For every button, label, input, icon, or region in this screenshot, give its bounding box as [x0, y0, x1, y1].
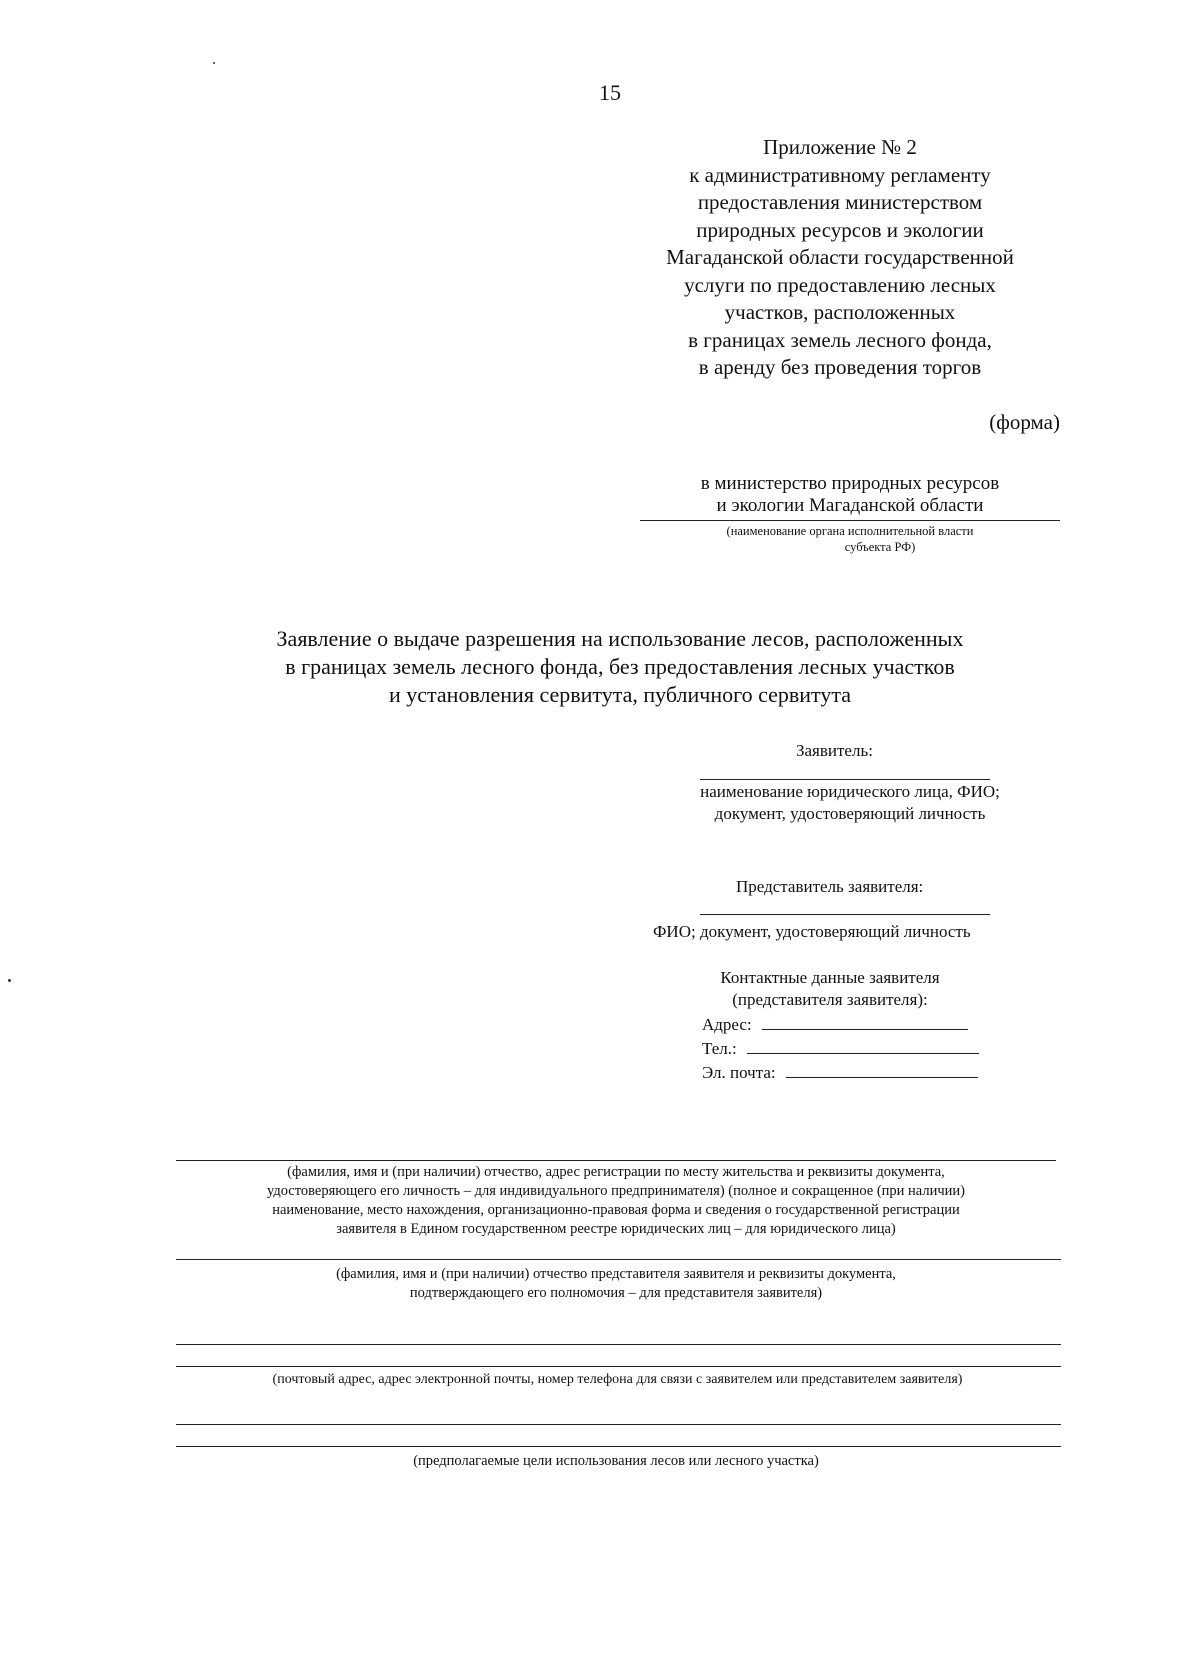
applicant-caption-line: наименование юридического лица, ФИО; — [700, 782, 1000, 801]
purposes-caption: (предполагаемые цели использования лесов или лесного участка) — [413, 1453, 819, 1469]
representative-details-field[interactable] — [176, 1259, 1061, 1260]
applicant-details-field[interactable] — [176, 1160, 1056, 1161]
address-field[interactable] — [762, 1013, 968, 1030]
appendix-line: участков, расположенных — [724, 300, 956, 324]
applicant-caption — [640, 781, 1060, 825]
appendix-line: предоставления министерством — [697, 190, 983, 214]
appendix-line: Магаданской области государственной — [666, 245, 1014, 269]
representative-label: Представитель заявителя: — [736, 877, 924, 896]
title-line: Заявление о выдаче разрешения на использование лесов, расположенных — [276, 626, 964, 651]
phone-field[interactable] — [747, 1037, 979, 1054]
note-line: подтверждающего его полномочия – для представителя заявителя) — [409, 1285, 823, 1301]
email-row — [702, 1061, 978, 1084]
addressee-caption-line: субъекта РФ) — [844, 540, 916, 554]
addressee-block — [630, 473, 1070, 517]
contact-details-field[interactable] — [176, 1366, 1061, 1367]
applicant-caption-line: документ, удостоверяющий личность — [714, 804, 986, 823]
appendix-line: Приложение № 2 — [763, 135, 917, 159]
purposes-field[interactable] — [176, 1424, 1061, 1425]
page-number: 15 — [599, 80, 621, 105]
contact-details-caption: (почтовый адрес, адрес электронной почты, номер телефона для связи с заявителем или представителем заявителя) — [272, 1372, 963, 1387]
form-label: (форма) — [989, 410, 1060, 434]
addressee-underline — [640, 520, 1060, 521]
applicant-details-caption — [176, 1163, 1056, 1239]
appendix-line: к административному регламенту — [689, 162, 991, 187]
representative-details-caption — [176, 1265, 1056, 1303]
title-line: в границах земель лесного фонда, без предоставления лесных участков — [285, 654, 955, 679]
phone-label: Тел.: — [702, 1039, 737, 1058]
title-line: и установления сервитута, публичного сервитута — [388, 682, 852, 707]
note-line: заявителя в Едином государственном реестре юридических лиц – для юридического лица) — [336, 1221, 896, 1237]
addressee-caption — [640, 523, 1060, 555]
addressee-caption-line: (наименование органа исполнительной власти — [726, 524, 974, 538]
appendix-line: услуги по предоставлению лесных — [684, 272, 996, 297]
scan-speck — [8, 979, 11, 982]
appendix-line: в границах земель лесного фонда, — [688, 327, 992, 352]
contacts-heading-line: (представителя заявителя): — [732, 990, 928, 1009]
document-title — [150, 625, 1090, 709]
purposes-field[interactable] — [176, 1446, 1061, 1447]
representative-field[interactable] — [700, 914, 990, 915]
address-label: Адрес: — [702, 1015, 752, 1034]
appendix-header — [600, 134, 1080, 382]
appendix-line: природных ресурсов и экологии — [696, 217, 984, 242]
note-line: (фамилия, имя и (при наличии) отчество представителя заявителя и реквизиты документа, — [336, 1266, 896, 1282]
contacts-heading — [680, 967, 980, 1011]
note-line: (фамилия, имя и (при наличии) отчество, адрес регистрации по месту жительства и реквизиты документа, — [287, 1164, 945, 1180]
phone-row — [702, 1037, 979, 1060]
applicant-field[interactable] — [700, 779, 990, 780]
addressee-line: в министерство природных ресурсов — [700, 473, 1000, 494]
email-field[interactable] — [786, 1061, 978, 1078]
note-line: наименование, место нахождения, организационно-правовая форма и сведения о государственной регистрации — [272, 1202, 960, 1218]
scan-speck — [213, 62, 215, 64]
addressee-line: и экологии Магаданской области — [716, 495, 984, 516]
email-label: Эл. почта: — [702, 1063, 776, 1082]
contacts-heading-line: Контактные данные заявителя — [720, 968, 940, 987]
representative-caption: ФИО; документ, удостоверяющий личность — [653, 922, 971, 941]
appendix-line: в аренду без проведения торгов — [698, 355, 982, 379]
note-line: удостоверяющего его личность – для индивидуального предпринимателя) (полное и сокращенное (при наличии) — [266, 1183, 965, 1199]
address-row — [702, 1013, 968, 1036]
contact-details-field[interactable] — [176, 1344, 1061, 1345]
applicant-label: Заявитель: — [796, 741, 873, 760]
